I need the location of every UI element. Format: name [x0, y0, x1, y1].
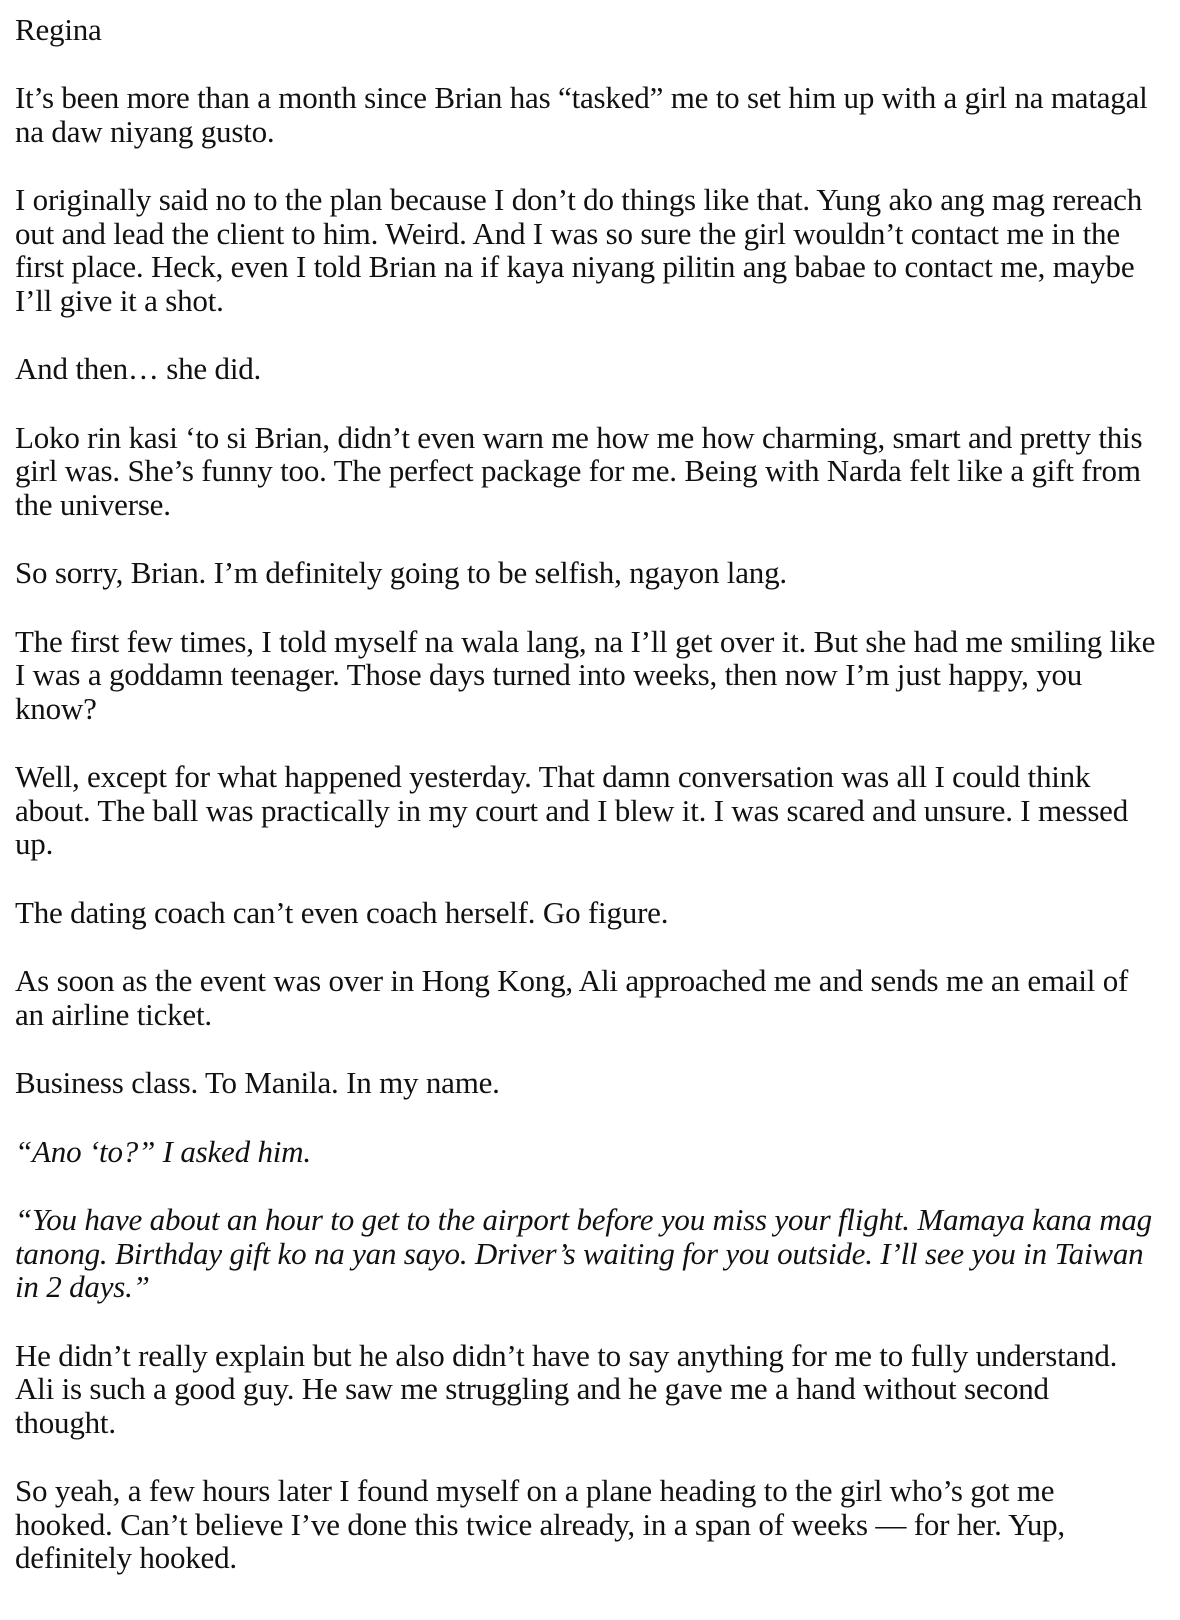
- paragraph-8: The dating coach can’t even coach herself. Go figure.: [15, 894, 669, 930]
- paragraph-14: So yeah, a few hours later I found myself on a plane heading to the girl who’s got me hooked. Can’t believe I’ve done this twice already, in a span of weeks — for her. Yup, definitely hooked.: [15, 1473, 1065, 1575]
- paragraph-5: So sorry, Brian. I’m definitely going to be selfish, ngayon lang.: [15, 555, 787, 590]
- paragraph-7: Well, except for what happened yesterday. That damn conversation was all I could think about. The ball was practically in my court and I blew it. I was scared and unsure. I messed up.: [15, 759, 1129, 861]
- paragraph-13: He didn’t really explain but he also didn’t have to say anything for me to fully understand. Ali is such a good guy. He saw me struggling and he gave me a hand without second thought.: [15, 1337, 1118, 1440]
- chapter-title: Regina: [15, 12, 102, 47]
- paragraph-10: Business class. To Manila. In my name.: [15, 1065, 500, 1100]
- dialogue-reply: “You have about an hour to get to the airport before you miss your flight. Mamaya kana mag tanong. Birthday gift ko na yan sayo. Driver’s waiting for you outside. I’ll see you in Taiwan in 2 days.”: [15, 1202, 1152, 1304]
- paragraph-9: As soon as the event was over in Hong Kong, Ali approached me and sends me an email of an airline ticket.: [15, 963, 1129, 1032]
- dialogue-question: “Ano ‘to?” I asked him.: [15, 1133, 311, 1169]
- paragraph-2: I originally said no to the plan because I don’t do things like that. Yung ako ang mag rereach out and lead the client to him. Weird. And I was so sure the girl wouldn’t contact me in the first place. Heck, even I told Brian na if kaya niyang pilitin ang babae to contact me, maybe I’ll give it a shot.: [15, 182, 1143, 318]
- paragraph-4: Loko rin kasi ‘to si Brian, didn’t even warn me how me how charming, smart and pretty this girl was. She’s funny too. The perfect package for me. Being with Narda felt like a gift from the universe.: [15, 419, 1143, 522]
- paragraph-3: And then… she did.: [15, 351, 262, 386]
- paragraph-6: The first few times, I told myself na wala lang, na I’ll get over it. But she had me smiling like I was a goddamn teenager. Those days turned into weeks, then now I’m just happy, you know?: [15, 623, 1156, 726]
- paragraph-1: It’s been more than a month since Brian has “tasked” me to set him up with a girl na matagal na daw niyang gusto.: [15, 80, 1148, 149]
